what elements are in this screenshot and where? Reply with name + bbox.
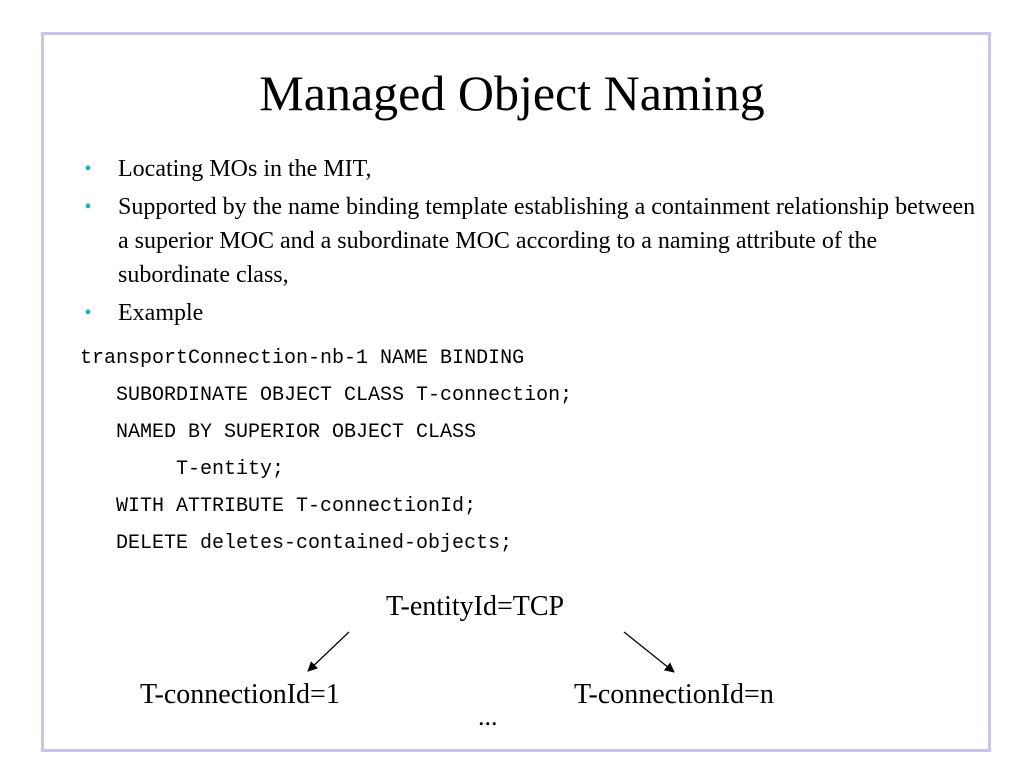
code-line: SUBORDINATE OBJECT CLASS T-connection;	[80, 384, 573, 407]
code-line: transportConnection-nb-1 NAME BINDING	[80, 347, 525, 370]
bullet-dot-icon: •	[84, 158, 92, 180]
bullet-item	[78, 152, 988, 186]
bullet-item	[78, 296, 988, 330]
code-line: WITH ATTRIBUTE T-connectionId;	[80, 495, 477, 518]
bullet-dot-icon: •	[84, 196, 92, 218]
tree-root-node: T-entityId=TCP	[386, 591, 565, 622]
slide-title: Managed Object Naming	[259, 65, 765, 121]
code-line: DELETE deletes-contained-objects;	[80, 532, 513, 555]
code-line: NAMED BY SUPERIOR OBJECT CLASS	[80, 421, 477, 444]
code-line: T-entity;	[80, 458, 285, 481]
bullet-text: Supported by the name binding template establishing a containment relationship between a superior MOC and a subordinate MOC according to a naming attribute of the subordinate class,	[118, 194, 976, 288]
bullet-text: Locating MOs in the MIT,	[118, 156, 372, 182]
bullet-text: Example	[118, 300, 204, 326]
bullet-item	[78, 190, 988, 292]
tree-ellipsis: ...	[478, 702, 498, 731]
bullet-dot-icon: •	[84, 302, 92, 324]
tree-left-child: T-connectionId=1	[140, 679, 340, 710]
tree-right-child: T-connectionId=n	[574, 679, 774, 710]
code-example	[80, 340, 572, 562]
bullet-list	[78, 152, 988, 334]
